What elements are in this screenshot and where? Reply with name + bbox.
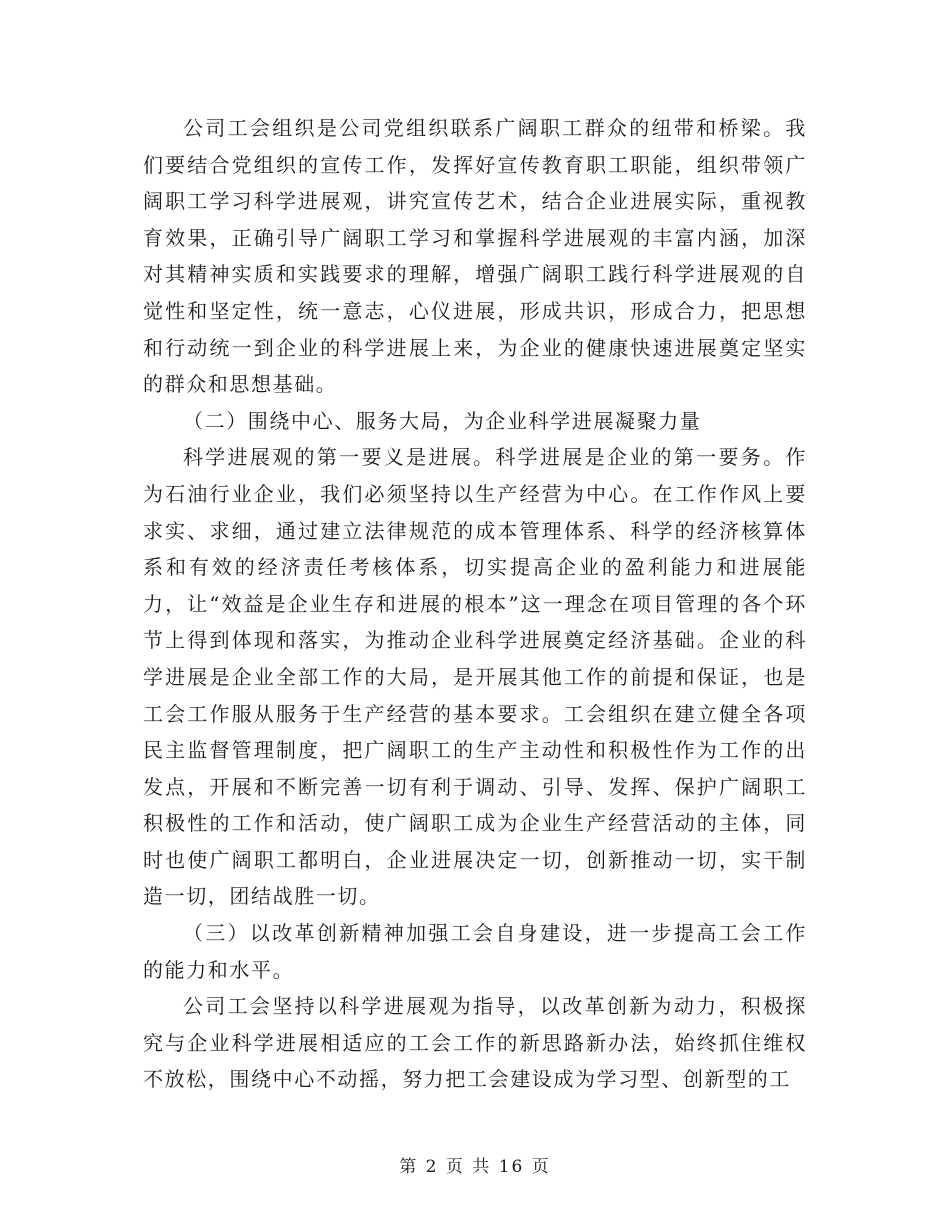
- section-heading-2: （二）围绕中心、服务大局，为企业科学进展凝聚力量: [183, 408, 702, 433]
- page-number-footer: 第 2 页 共 16 页: [399, 1157, 551, 1177]
- section-heading-3: （三）以改革创新精神加强工会自身建设，进一步提高工会工作的能力和水平。: [143, 921, 807, 982]
- paragraph-1: 公司工会组织是公司党组织联系广阔职工群众的纽带和桥梁。我们要结合党组织的宣传工作，发挥好宣传教育职工职能，组织带领广阔职工学习科学进展观，讲究宣传艺术，结合企业进展实际，重视教育效果，正确引导广阔职工学习和掌握科学进展观的丰富内涵，加深对其精神实质和实践要求的理解，增强广阔职工践行科学进展观的自觉性和坚定性，统一意志，心仪进展，形成共识，形成合力，把思想和行动统一到企业的科学进展上来，为企业的健康快速进展奠定坚实的群众和思想基础。: [143, 116, 807, 397]
- paragraph-3: 公司工会坚持以科学进展观为指导，以改革创新为动力，积极探究与企业科学进展相适应的工会工作的新思路新办法，始终抓住维权不放松，围绕中心不动摇，努力把工会建设成为学习型、创新型的工: [143, 994, 807, 1092]
- paragraph-2: 科学进展观的第一要义是进展。科学进展是企业的第一要务。作为石油行业企业，我们必须坚持以生产经营为中心。在工作作风上要求实、求细，通过建立法律规范的成本管理体系、科学的经济核算体系和有效的经济责任考核体系，切实提高企业的盈利能力和进展能力，让“效益是企业生存和进展的根本”这一理念在项目管理的各个环节上得到体现和落实，为推动企业科学进展奠定经济基础。企业的科学进展是企业全部工作的大局，是开展其他工作的前提和保证，也是工会工作服从服务于生产经营的基本要求。工会组织在建立健全各项民主监督管理制度，把广阔职工的生产主动性和积极性作为工作的出发点，开展和不断完善一切有利于调动、引导、发挥、保护广阔职工积极性的工作和活动，使广阔职工成为企业生产经营活动的主体，同时也使广阔职工都明白，企业进展决定一切，创新推动一切，实干制造一切，团结战胜一切。: [143, 445, 807, 909]
- document-body: [143, 110, 807, 1098]
